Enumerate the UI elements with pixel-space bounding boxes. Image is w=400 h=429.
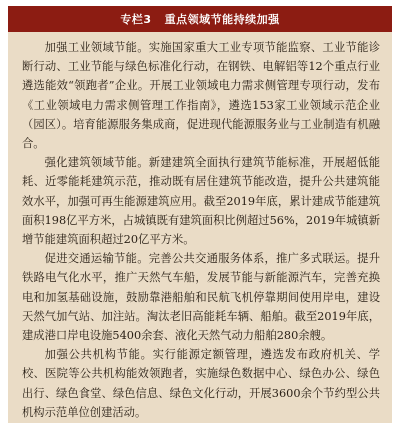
sidebar-box <box>8 6 392 423</box>
paragraph-public-institutions: 加强公共机构节能。实行能源定额管理，遴选发布政府机关、学校、医院等公共机构能效领跑者，实施绿色数据中心、绿色办公、绿色出行、绿色食堂、绿色信息、绿色文化行动，开展3600余个节约型公共机构示范单位创建活动。 <box>22 348 380 418</box>
box-title-bar <box>8 6 392 32</box>
paragraph-building: 强化建筑领域节能。新建建筑全面执行建筑节能标准，开展超低能耗、近零能耗建筑示范，推动既有居住建筑节能改造，提升公共建筑能效水平，加强可再生能源建筑应用。截至2019年底，累计建成节能建筑面积198亿平方米，占城镇既有建筑面积比例超过56%，2019年城镇新增节能建筑面积超过20亿平方米。 <box>22 156 380 247</box>
box-body <box>22 38 380 418</box>
paragraph-transport: 促进交通运输节能。完善公共交通服务体系，推广多式联运。提升铁路电气化水平，推广天然气车船，发展节能与新能源汽车，完善充换电和加氢基础设施，鼓励靠港船舶和民航飞机停靠期间使用岸电，建设天然气加气站、加注站。淘汰老旧高能耗车辆、船舶。截至2019年底，建成港口岸电设施5400余套、液化天然气动力船舶280余艘。 <box>22 252 380 343</box>
paragraph-industry: 加强工业领域节能。实施国家重大工业专项节能监察、工业节能诊断行动、工业节能与绿色标准化行动，在钢铁、电解铝等12个重点行业遴选能效“领跑者”企业。开展工业领域电力需求侧管理专项行动，发布《工业领域电力需求侧管理工作指南》，遴选153家工业领域示范企业（园区）。培育能源服务集成商，促进现代能源服务业与工业制造有机融合。 <box>22 41 380 151</box>
box-gap <box>152 13 165 26</box>
box-title: 重点领域节能持续加强 <box>164 13 280 26</box>
box-label: 专栏3 <box>120 13 152 26</box>
